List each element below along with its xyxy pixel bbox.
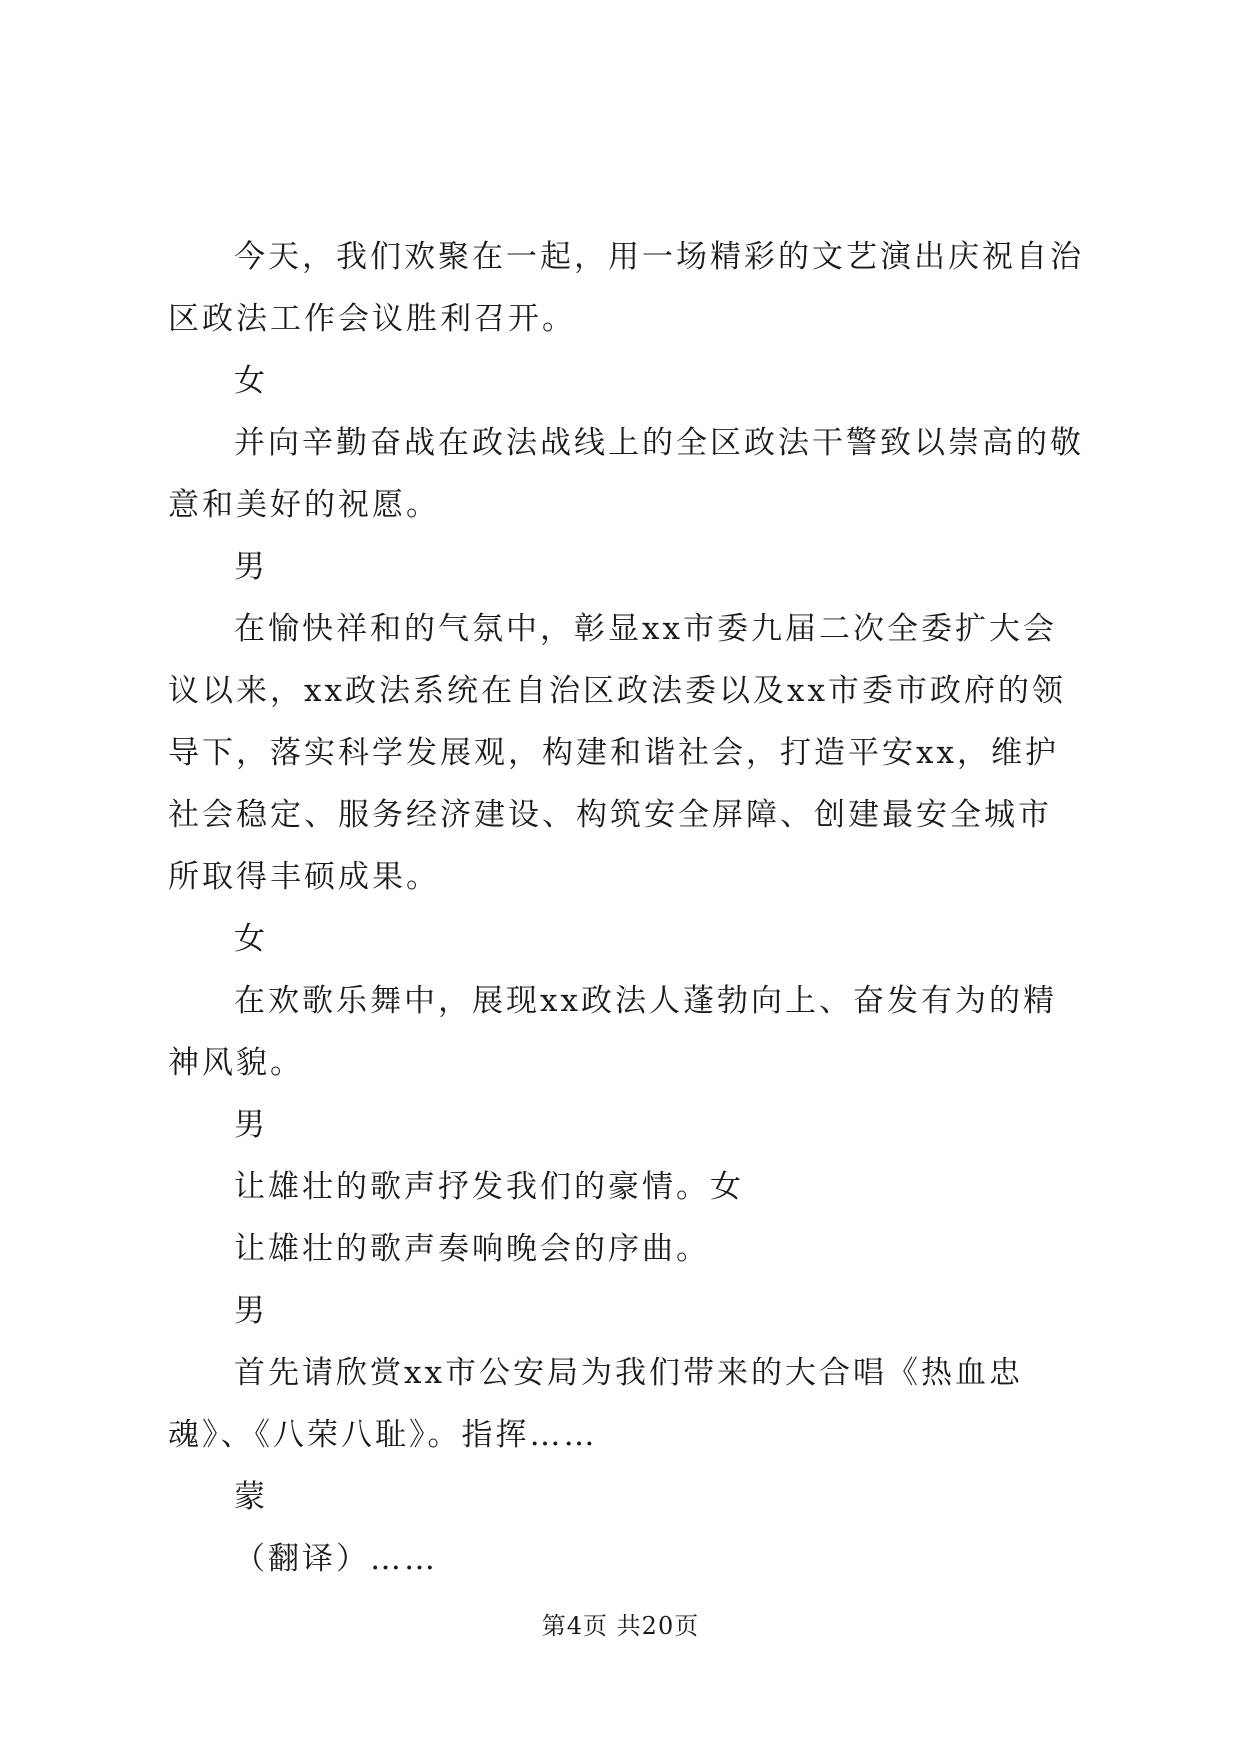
speaker-female-2: 女 — [234, 921, 268, 957]
paragraph-5: 让雄壮的歌声抒发我们的豪情。女 — [234, 1169, 744, 1205]
paragraph-7: 首先请欣赏xx市公安局为我们带来的大合唱《热血忠魂》、《八荣八耻》。指挥…… — [168, 1355, 1023, 1453]
paragraph-8: （翻译）…… — [234, 1541, 438, 1577]
paragraph-6: 让雄壮的歌声奏响晚会的序曲。 — [234, 1231, 710, 1267]
document-body — [168, 226, 1084, 1590]
paragraph-4: 在欢歌乐舞中，展现xx政法人蓬勃向上、奋发有为的精神风貌。 — [168, 983, 1057, 1081]
speaker-male-3: 男 — [234, 1293, 268, 1329]
paragraph-3: 在愉快祥和的气氛中，彰显xx市委九届二次全委扩大会议以来，xx政法系统在自治区政法委以及xx市委市政府的领导下，落实科学发展观，构建和谐社会，打造平安xx，维护社会稳定、服务经济建设、构筑安全屏障、创建最安全城市所取得丰硕成果。 — [168, 611, 1066, 895]
speaker-male-2: 男 — [234, 1107, 268, 1143]
paragraph-1: 今天，我们欢聚在一起，用一场精彩的文艺演出庆祝自治区政法工作会议胜利召开。 — [168, 239, 1084, 337]
speaker-male-1: 男 — [234, 549, 268, 585]
paragraph-2: 并向辛勤奋战在政法战线上的全区政法干警致以崇高的敬意和美好的祝愿。 — [168, 425, 1084, 523]
page-footer: 第4页 共20页 — [541, 1612, 700, 1640]
speaker-female-1: 女 — [234, 363, 268, 399]
speaker-mongolian: 蒙 — [234, 1479, 268, 1515]
